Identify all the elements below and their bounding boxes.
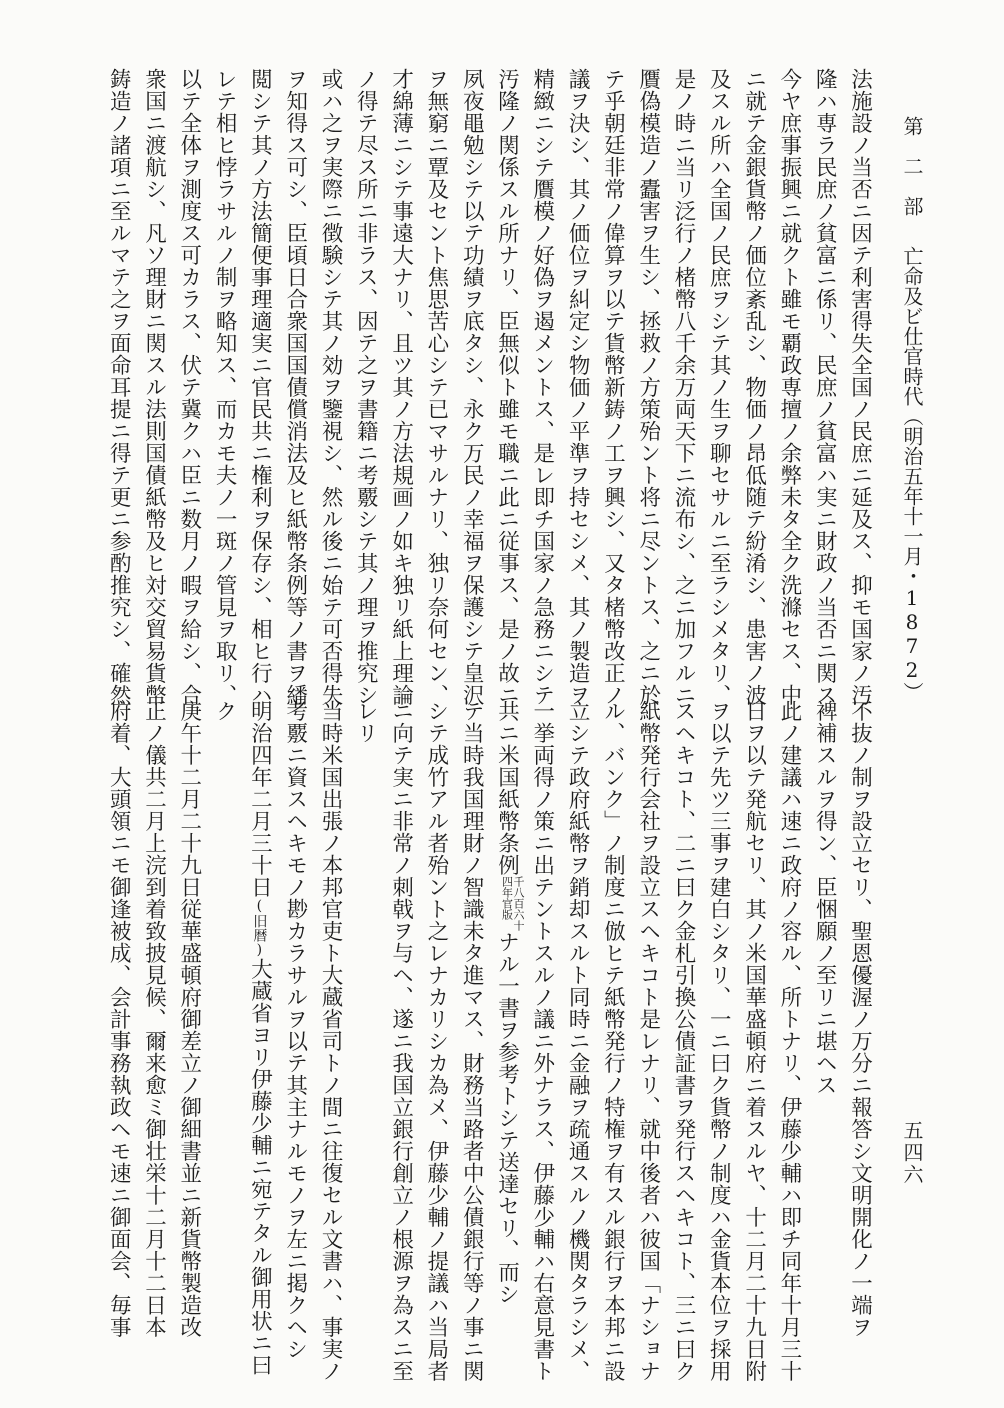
text-column: 或ハ之ヲ実際ニ徴験シテ其ノ効ヲ鑒視シ、然ル後ニ始テ可否得失 (318, 68, 343, 706)
text-column: 此ノ建議ハ速ニ政府ノ容ル、所トナリ、伊藤少輔ハ即チ同年十月三十 (776, 700, 802, 1382)
text-column: 才綿薄ニシテ事遠大ナリ、且ツ其ノ方法規画ノ如キ独リ紙上理論 (388, 68, 414, 706)
text-column: ヲ知得ス可シ、臣頃日合衆国国債償消法及ヒ紙幣条例等ノ書ヲ繙 (282, 68, 308, 706)
text-column: テ乎朝廷非常ノ偉算ヲ以テ貨幣新鋳ノ工ヲ興シ、又タ楮幣改正ノ (600, 68, 626, 706)
text-column: 法施設ノ当否ニ因テ利害得失全国ノ民庶ニ延及ス、抑モ国家ノ汚 (847, 68, 873, 706)
page-number: 五四六 (900, 1120, 924, 1186)
text-column: 汚隆ノ関係スル所ナリ、臣無似ト雖モ職ニ此ニ従事ス、是ノ故ニ (494, 68, 520, 706)
inline-note (501, 876, 524, 931)
small-annotation: (旧暦) (251, 898, 268, 958)
running-head (902, 116, 922, 702)
text-column: 当時米国出張ノ本邦官吏ト大蔵省司トノ間ニ往復セル文書ハ、事実ノ (318, 700, 343, 1382)
text-column: ニ向テ実ニ非常ノ刺戟ヲ与ヘ、遂ニ我国立銀行創立ノ根源ヲ為スニ至 (388, 700, 414, 1382)
part-label: 第 二 部 (900, 116, 924, 216)
text-column: レリ (353, 700, 379, 744)
inline-note-line: 四年官版 (500, 876, 514, 920)
text-column: ヲ無窮ニ覃及セント焦思苦心シテ已マサルナリ、独リ奈何セン、 (423, 68, 449, 706)
text-column: 隆ハ専ラ民庶ノ貧富ニ係リ、民庶ノ貧富ハ実ニ財政ノ当否ニ関ス (812, 68, 838, 706)
text-column: 及スル所ハ全国ノ民庶ヲシテ其ノ生ヲ聊セサルニ至ラシメタリ、 (706, 68, 732, 706)
text-column: 一挙両得ノ策ニ出テントスルノ議ニ外ナラス、伊藤少輔ハ右意見書ト (529, 700, 555, 1382)
text-column: ク (212, 700, 238, 722)
text-column (496, 700, 524, 1305)
text-column: 庚午十二月二十九日従華盛頓府御差立ノ御細書並ニ新貨幣製造改 (176, 700, 202, 1338)
text-column: レテ相ヒ悖ラサルノ制ヲ略知ス、而カモ夫ノ一斑ノ管見ヲ取リ、 (212, 68, 238, 706)
text-column: 衆国ニ渡航シ、凡ソ理財ニ関スル法則国債紙幣及ヒ対交貿易貨幣 (141, 68, 167, 706)
text-column: 今ヤ庶事振興ニ就クト雖モ覇政専擅ノ余弊未タ全ク洗滌セス、中 (776, 68, 802, 706)
text-column: スヘキコト、二ニ曰ク金札引換公債証書ヲ発行スヘキコト、三ニ曰ク (671, 700, 696, 1382)
text-column: 紙幣発行会社ヲ設立スヘキコト是レナリ、就中後者ハ彼国「ナショナ (635, 700, 661, 1382)
text-column (249, 700, 271, 1376)
text-column: 不抜ノ制ヲ設立セリ、聖恩優渥ノ万分ニ報答シ文明開化ノ一端ヲ (847, 700, 873, 1338)
text-column: シテ成竹アル者殆ント之レナカリシカ為メ、伊藤少輔ノ提議ハ当局者 (423, 700, 449, 1382)
text-column: 裨補スルヲ得ン、臣悃願ノ至リニ堪ヘス (812, 700, 838, 1096)
text-column: 考覈ニ資スヘキモノ尠カラサルヲ以テ其主ナルモノヲ左ニ掲クヘシ (282, 700, 308, 1360)
text-column: 立シテ政府紙幣ヲ銷却スルト同時ニ金融ヲ疏通スルノ機関タラシメ、 (565, 700, 591, 1382)
period-label: （明治五年十一月・1872） (900, 406, 924, 702)
text-column: ル、バンク」ノ制度ニ倣ヒテ紙幣発行ノ特権ヲ有スル銀行ヲ本邦ニ設 (600, 700, 626, 1382)
text-column: 贋偽模造ノ蠹害ヲ生シ、拯救ノ方策殆ント将ニ尽ントス、之ニ於 (635, 68, 661, 706)
column-text: 共ニ米国紙幣条例 (494, 700, 520, 876)
text-column: ニ就テ金銀貨幣ノ価位紊乱シ、物価ノ昂低随テ紛淆シ、患害ノ波 (741, 68, 767, 706)
column-text: 大蔵省ヨリ伊藤少輔ニ宛テタル御用状ニ曰 (247, 958, 273, 1376)
text-column: 閲シテ其ノ方法簡便事理適実ニ官民共ニ権利ヲ保存シ、相ヒ行ハ (247, 68, 273, 706)
text-column: テ当時我国理財ノ智識未タ進マス、財務当路者中公債銀行等ノ事ニ関 (459, 700, 485, 1382)
text-column: ヲ以テ先ツ三事ヲ建白シタリ、一ニ曰ク貨幣ノ制度ハ金貨本位ヲ採用 (706, 700, 732, 1382)
column-text: 明治四年二月三十日 (247, 700, 273, 898)
inline-note-line: 千八百六十 (512, 876, 526, 931)
text-column: 府着、大頭領ニモ御逢被成、会計事務執政ヘモ速ニ御面会、毎事 (106, 700, 132, 1338)
text-column: ノ得テ尽ス所ニ非ラス、因テ之ヲ書籍ニ考覈シテ其ノ理ヲ推究シ (353, 68, 379, 706)
chapter-title: 亡命及ビ仕官時代 (900, 246, 924, 406)
text-column: 議ヲ決シ、其ノ価位ヲ糾定シ物価ノ平準ヲ持セシメ、其ノ製造ヲ (565, 68, 591, 706)
text-column: 夙夜黽勉シテ以テ功績ヲ底タシ、永ク万民ノ幸福ヲ保護シテ皇沢 (459, 68, 485, 706)
text-column: 日ヲ以テ発航セリ、其ノ米国華盛頓府ニ着スルヤ、十二月二十九日附 (741, 700, 767, 1382)
text-column: 正ノ儀共二月上浣到着致披見候、爾来愈ミ御壮栄十二月十二日本 (141, 700, 167, 1338)
text-column: 是ノ時ニ当リ泛行ノ楮幣八千余万両天下ニ流布シ、之ニ加フルニ (671, 68, 696, 706)
text-column: 精緻ニシテ贋模ノ好偽ヲ遏メントス、是レ即チ国家ノ急務ニシテ (529, 68, 555, 706)
column-text: ナル一書ヲ参考トシテ送達セリ、而シ (494, 931, 520, 1305)
text-column: 以テ全体ヲ測度ス可カラス、伏テ冀クハ臣ニ数月ノ暇ヲ給シ、合 (176, 68, 202, 706)
text-column: 鋳造ノ諸項ニ至ルマテ之ヲ面命耳提ニ得テ更ニ参酌推究シ、確然 (106, 68, 132, 706)
